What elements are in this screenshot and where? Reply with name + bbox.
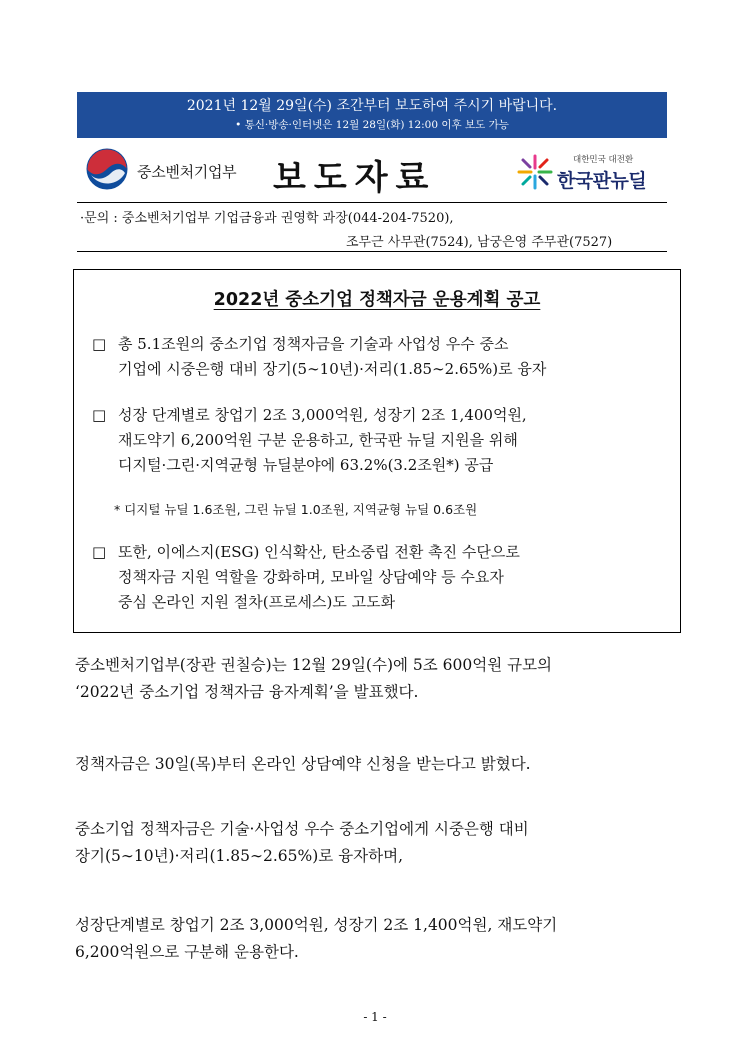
body-p1-line-1: 중소벤처기업부(장관 권칠승)는 12월 29일(수)에 5조 600억원 규모의 <box>75 656 553 674</box>
bullet-2-line-1: 성장 단계별로 창업기 2조 3,000억원, 성장기 2조 1,400억원, <box>118 406 527 424</box>
press-header <box>77 146 667 198</box>
summary-title <box>74 286 680 311</box>
body-paragraph-1 <box>75 652 685 706</box>
contact-top-divider <box>77 202 667 203</box>
korean-new-deal-logo <box>517 150 667 196</box>
new-deal-name: 한국판뉴딜 <box>557 170 647 192</box>
ministry-logo <box>85 146 265 198</box>
contact-line-1: ·문의 : 중소벤처기업부 기업금융과 권영학 과장(044-204-7520), <box>80 211 454 226</box>
bullet-2-line-3: 디지털·그린·지역균형 뉴딜분야에 63.2%(3.2조원*) 공급 <box>118 456 494 474</box>
bullet-3-line-1: 또한, 이에스지(ESG) 인식확산, 탄소중립 전환 촉진 수단으로 <box>118 543 520 561</box>
government-emblem-icon <box>85 147 129 191</box>
bullet-3-line-3: 중심 온라인 지원 절차(프로세스)도 고도화 <box>118 593 396 611</box>
press-release-title: 보도자료 <box>273 158 437 198</box>
embargo-banner <box>77 92 667 138</box>
bullet-2-line-2: 재도약기 6,200억원 구분 운용하고, 한국판 뉴딜 지원을 위해 <box>118 431 518 449</box>
new-deal-tagline: 대한민국 대전환 <box>573 155 634 165</box>
ministry-name: 중소벤처기업부 <box>137 163 237 181</box>
embargo-line-1: 2021년 12월 29일(수) 조간부터 보도하여 주시기 바랍니다. <box>186 98 558 114</box>
body-p3-line-1: 중소기업 정책자금은 기술·사업성 우수 중소기업에게 시중은행 대비 <box>75 820 529 838</box>
summary-bullet-3 <box>92 540 672 615</box>
checkbox-bullet-icon: □ <box>92 543 107 561</box>
summary-box <box>73 269 681 633</box>
bullet-1-line-1: 총 5.1조원의 중소기업 정책자금을 기술과 사업성 우수 중소 <box>118 335 509 353</box>
new-deal-star-icon <box>517 154 553 190</box>
body-p4-line-1: 성장단계별로 창업기 2조 3,000억원, 성장기 2조 1,400억원, 재도약기 <box>75 916 558 934</box>
bullet-1-line-2: 기업에 시중은행 대비 장기(5∼10년)·저리(1.85∼2.65%)로 융자 <box>118 360 547 378</box>
body-paragraph-2 <box>75 751 685 778</box>
bullet-3-line-2: 정책자금 지원 역할을 강화하며, 모바일 상담예약 등 수요자 <box>118 568 504 586</box>
summary-title-text: 2022년 중소기업 정책자금 운용계획 공고 <box>213 290 541 310</box>
checkbox-bullet-icon: □ <box>92 406 107 424</box>
body-p3-line-2: 장기(5∼10년)·저리(1.85∼2.65%)로 융자하며, <box>75 847 404 865</box>
contact-line-2: 조무근 사무관(7524), 남궁은영 주무관(7527) <box>346 235 613 250</box>
body-paragraph-3 <box>75 816 685 870</box>
contact-bottom-divider <box>77 251 667 252</box>
summary-bullet-2 <box>92 403 672 478</box>
page-number: - 1 - <box>363 1010 387 1024</box>
body-paragraph-4 <box>75 912 685 966</box>
body-p4-line-2: 6,200억원으로 구분해 운용한다. <box>75 943 299 961</box>
body-p2-line-1: 정책자금은 30일(목)부터 온라인 상담예약 신청을 받는다고 밝혔다. <box>75 755 531 773</box>
checkbox-bullet-icon: □ <box>92 335 107 353</box>
summary-bullet-1 <box>92 332 672 382</box>
body-p1-line-2: ‘2022년 중소기업 정책자금 융자계획’을 발표했다. <box>75 683 419 701</box>
embargo-line-2: • 통신·방송·인터넷은 12월 28일(화) 12:00 이후 보도 가능 <box>235 119 509 131</box>
summary-footnote: * 디지털 뉴딜 1.6조원, 그린 뉴딜 1.0조원, 지역균형 뉴딜 0.6조원 <box>114 502 478 517</box>
